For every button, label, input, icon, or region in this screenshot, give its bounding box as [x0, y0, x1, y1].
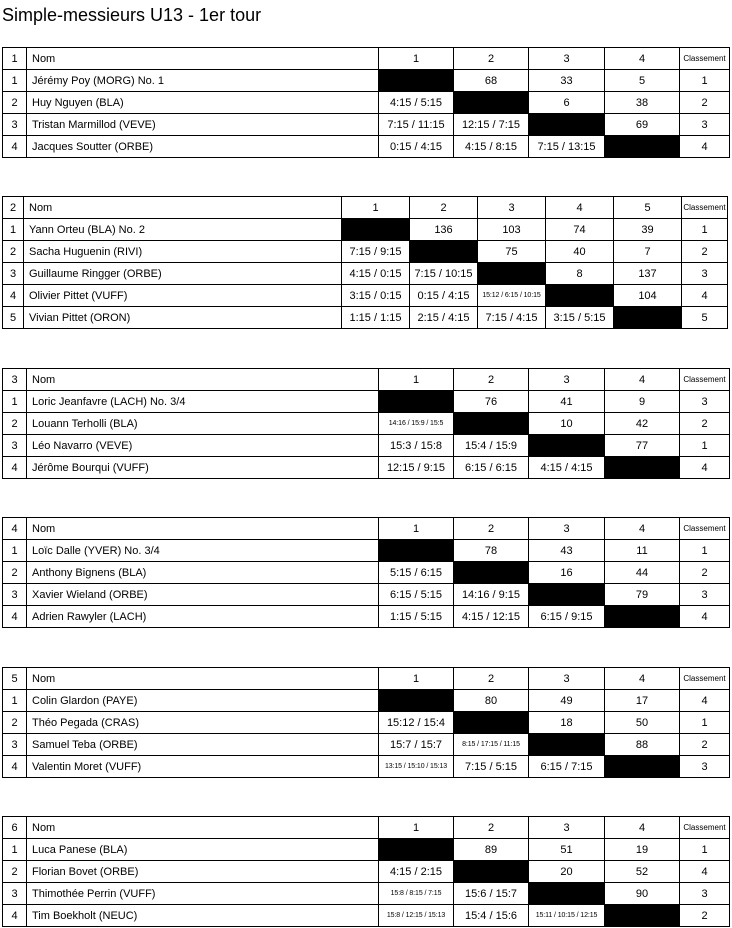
self-match-cell	[478, 263, 546, 285]
match-cell: 7:15 / 11:15	[379, 114, 454, 136]
match-cell: 89	[454, 839, 529, 861]
match-cell: 19	[605, 839, 680, 861]
name-header: Nom	[24, 197, 342, 219]
match-cell: 49	[529, 690, 605, 712]
player-rank: 3	[680, 391, 730, 413]
player-name: Luca Panese (BLA)	[27, 839, 379, 861]
match-cell: 2:15 / 4:15	[410, 307, 478, 329]
self-match-cell	[529, 734, 605, 756]
player-position: 3	[3, 584, 27, 606]
player-position: 3	[3, 263, 24, 285]
match-cell: 9	[605, 391, 680, 413]
match-cell: 6	[529, 92, 605, 114]
player-rank: 4	[680, 606, 730, 628]
match-cell: 11	[605, 540, 680, 562]
column-header: 1	[379, 369, 454, 391]
rank-header: Classement	[680, 48, 730, 70]
match-cell: 103	[478, 219, 546, 241]
match-cell: 52	[605, 861, 680, 883]
match-cell: 68	[454, 70, 529, 92]
self-match-cell	[605, 606, 680, 628]
self-match-cell	[379, 391, 454, 413]
self-match-cell	[529, 435, 605, 457]
group-number: 4	[3, 518, 27, 540]
header-row	[3, 518, 730, 540]
table-row	[3, 219, 728, 241]
match-cell: 15:6 / 15:7	[454, 883, 529, 905]
match-cell: 10	[529, 413, 605, 435]
match-cell: 13:15 / 15:10 / 15:13	[379, 756, 454, 778]
match-cell: 6:15 / 6:15	[454, 457, 529, 479]
match-cell: 4:15 / 2:15	[379, 861, 454, 883]
column-header: 2	[454, 48, 529, 70]
column-header: 4	[605, 369, 680, 391]
table-row	[3, 839, 730, 861]
self-match-cell	[546, 285, 614, 307]
player-name: Loïc Dalle (YVER) No. 3/4	[27, 540, 379, 562]
player-position: 2	[3, 712, 27, 734]
table-row	[3, 562, 730, 584]
player-position: 3	[3, 435, 27, 457]
player-name: Xavier Wieland (ORBE)	[27, 584, 379, 606]
match-cell: 7:15 / 5:15	[454, 756, 529, 778]
player-rank: 4	[680, 861, 730, 883]
table-row	[3, 756, 730, 778]
table-row	[3, 413, 730, 435]
name-header: Nom	[27, 518, 379, 540]
column-header: 4	[605, 668, 680, 690]
player-name: Jérémy Poy (MORG) No. 1	[27, 70, 379, 92]
match-cell: 77	[605, 435, 680, 457]
player-rank: 2	[680, 905, 730, 927]
column-header: 1	[342, 197, 410, 219]
self-match-cell	[454, 861, 529, 883]
match-cell: 6:15 / 5:15	[379, 584, 454, 606]
player-name: Guillaume Ringger (ORBE)	[24, 263, 342, 285]
group-table-1	[2, 47, 730, 158]
self-match-cell	[605, 457, 680, 479]
self-match-cell	[379, 690, 454, 712]
player-rank: 1	[680, 540, 730, 562]
group-table-6	[2, 816, 730, 927]
player-rank: 2	[680, 562, 730, 584]
column-header: 2	[454, 668, 529, 690]
column-header: 2	[454, 817, 529, 839]
rank-header: Classement	[680, 668, 730, 690]
match-cell: 18	[529, 712, 605, 734]
player-rank: 3	[680, 883, 730, 905]
player-rank: 2	[680, 92, 730, 114]
match-cell: 137	[614, 263, 682, 285]
player-position: 3	[3, 734, 27, 756]
match-cell: 15:3 / 15:8	[379, 435, 454, 457]
match-cell: 1:15 / 5:15	[379, 606, 454, 628]
match-cell: 8:15 / 17:15 / 11:15	[454, 734, 529, 756]
table-row	[3, 391, 730, 413]
player-name: Valentin Moret (VUFF)	[27, 756, 379, 778]
match-cell: 3:15 / 5:15	[546, 307, 614, 329]
player-name: Jacques Soutter (ORBE)	[27, 136, 379, 158]
table-row	[3, 883, 730, 905]
self-match-cell	[454, 562, 529, 584]
player-rank: 1	[680, 70, 730, 92]
player-name: Florian Bovet (ORBE)	[27, 861, 379, 883]
group-number: 3	[3, 369, 27, 391]
match-cell: 7	[614, 241, 682, 263]
header-row	[3, 817, 730, 839]
match-cell: 90	[605, 883, 680, 905]
player-rank: 1	[680, 712, 730, 734]
player-position: 5	[3, 307, 24, 329]
match-cell: 5:15 / 6:15	[379, 562, 454, 584]
self-match-cell	[379, 70, 454, 92]
self-match-cell	[410, 241, 478, 263]
player-rank: 2	[682, 241, 728, 263]
match-cell: 15:12 / 15:4	[379, 712, 454, 734]
player-rank: 3	[680, 114, 730, 136]
player-position: 4	[3, 285, 24, 307]
group-number: 6	[3, 817, 27, 839]
player-name: Théo Pegada (CRAS)	[27, 712, 379, 734]
match-cell: 7:15 / 10:15	[410, 263, 478, 285]
player-name: Loric Jeanfavre (LACH) No. 3/4	[27, 391, 379, 413]
match-cell: 5	[605, 70, 680, 92]
self-match-cell	[454, 413, 529, 435]
player-name: Louann Terholli (BLA)	[27, 413, 379, 435]
match-cell: 41	[529, 391, 605, 413]
name-header: Nom	[27, 369, 379, 391]
name-header: Nom	[27, 48, 379, 70]
player-position: 2	[3, 562, 27, 584]
match-cell: 79	[605, 584, 680, 606]
match-cell: 12:15 / 9:15	[379, 457, 454, 479]
self-match-cell	[454, 92, 529, 114]
player-rank: 2	[680, 413, 730, 435]
column-header: 1	[379, 817, 454, 839]
self-match-cell	[529, 584, 605, 606]
player-rank: 1	[682, 219, 728, 241]
player-position: 1	[3, 540, 27, 562]
player-name: Anthony Bignens (BLA)	[27, 562, 379, 584]
match-cell: 75	[478, 241, 546, 263]
player-position: 1	[3, 219, 24, 241]
player-rank: 2	[680, 734, 730, 756]
match-cell: 15:4 / 15:6	[454, 905, 529, 927]
rank-header: Classement	[680, 369, 730, 391]
player-name: Adrien Rawyler (LACH)	[27, 606, 379, 628]
player-rank: 4	[680, 457, 730, 479]
name-header: Nom	[27, 817, 379, 839]
rank-header: Classement	[682, 197, 728, 219]
table-row	[3, 734, 730, 756]
match-cell: 88	[605, 734, 680, 756]
player-rank: 1	[680, 435, 730, 457]
match-cell: 15:8 / 12:15 / 15:13	[379, 905, 454, 927]
match-cell: 0:15 / 4:15	[410, 285, 478, 307]
rank-header: Classement	[680, 518, 730, 540]
page-title: Simple-messieurs U13 - 1er tour	[2, 5, 262, 25]
group-table-5	[2, 667, 730, 778]
player-position: 1	[3, 839, 27, 861]
player-rank: 3	[680, 584, 730, 606]
column-header: 5	[614, 197, 682, 219]
match-cell: 40	[546, 241, 614, 263]
player-position: 4	[3, 457, 27, 479]
column-header: 4	[546, 197, 614, 219]
player-position: 4	[3, 606, 27, 628]
group-number: 2	[3, 197, 24, 219]
player-position: 1	[3, 690, 27, 712]
player-name: Tristan Marmillod (VEVE)	[27, 114, 379, 136]
match-cell: 7:15 / 13:15	[529, 136, 605, 158]
column-header: 3	[529, 369, 605, 391]
match-cell: 7:15 / 9:15	[342, 241, 410, 263]
group-table-4	[2, 517, 730, 628]
player-position: 4	[3, 136, 27, 158]
header-row	[3, 369, 730, 391]
table-row	[3, 457, 730, 479]
table-row	[3, 307, 728, 329]
match-cell: 74	[546, 219, 614, 241]
match-cell: 0:15 / 4:15	[379, 136, 454, 158]
player-position: 2	[3, 413, 27, 435]
group-table-3	[2, 368, 730, 479]
player-position: 2	[3, 92, 27, 114]
match-cell: 39	[614, 219, 682, 241]
header-row	[3, 197, 728, 219]
player-name: Thimothée Perrin (VUFF)	[27, 883, 379, 905]
table-row	[3, 70, 730, 92]
table-row	[3, 285, 728, 307]
column-header: 3	[529, 518, 605, 540]
player-rank: 4	[680, 136, 730, 158]
column-header: 2	[410, 197, 478, 219]
player-rank: 4	[680, 690, 730, 712]
match-cell: 17	[605, 690, 680, 712]
player-rank: 3	[680, 756, 730, 778]
self-match-cell	[605, 756, 680, 778]
player-position: 3	[3, 883, 27, 905]
match-cell: 16	[529, 562, 605, 584]
match-cell: 6:15 / 9:15	[529, 606, 605, 628]
match-cell: 4:15 / 12:15	[454, 606, 529, 628]
player-name: Samuel Teba (ORBE)	[27, 734, 379, 756]
player-name: Olivier Pittet (VUFF)	[24, 285, 342, 307]
player-name: Vivian Pittet (ORON)	[24, 307, 342, 329]
player-position: 1	[3, 70, 27, 92]
group-number: 1	[3, 48, 27, 70]
header-row	[3, 668, 730, 690]
column-header: 2	[454, 518, 529, 540]
match-cell: 14:16 / 9:15	[454, 584, 529, 606]
match-cell: 6:15 / 7:15	[529, 756, 605, 778]
player-position: 2	[3, 861, 27, 883]
match-cell: 44	[605, 562, 680, 584]
table-row	[3, 690, 730, 712]
match-cell: 76	[454, 391, 529, 413]
match-cell: 1:15 / 1:15	[342, 307, 410, 329]
match-cell: 15:12 / 6:15 / 10:15	[478, 285, 546, 307]
match-cell: 12:15 / 7:15	[454, 114, 529, 136]
player-position: 3	[3, 114, 27, 136]
table-row	[3, 861, 730, 883]
match-cell: 4:15 / 0:15	[342, 263, 410, 285]
player-name: Colin Glardon (PAYE)	[27, 690, 379, 712]
self-match-cell	[342, 219, 410, 241]
match-cell: 80	[454, 690, 529, 712]
rank-header: Classement	[680, 817, 730, 839]
column-header: 4	[605, 817, 680, 839]
self-match-cell	[529, 883, 605, 905]
column-header: 2	[454, 369, 529, 391]
match-cell: 8	[546, 263, 614, 285]
match-cell: 104	[614, 285, 682, 307]
table-row	[3, 114, 730, 136]
player-rank: 3	[682, 263, 728, 285]
table-row	[3, 435, 730, 457]
match-cell: 20	[529, 861, 605, 883]
match-cell: 15:7 / 15:7	[379, 734, 454, 756]
self-match-cell	[529, 114, 605, 136]
match-cell: 51	[529, 839, 605, 861]
self-match-cell	[614, 307, 682, 329]
column-header: 1	[379, 668, 454, 690]
match-cell: 7:15 / 4:15	[478, 307, 546, 329]
player-position: 1	[3, 391, 27, 413]
table-row	[3, 905, 730, 927]
player-name: Huy Nguyen (BLA)	[27, 92, 379, 114]
match-cell: 14:16 / 15:9 / 15:5	[379, 413, 454, 435]
player-name: Léo Navarro (VEVE)	[27, 435, 379, 457]
table-row	[3, 606, 730, 628]
match-cell: 4:15 / 8:15	[454, 136, 529, 158]
column-header: 4	[605, 518, 680, 540]
table-row	[3, 241, 728, 263]
match-cell: 3:15 / 0:15	[342, 285, 410, 307]
player-name: Tim Boekholt (NEUC)	[27, 905, 379, 927]
player-rank: 1	[680, 839, 730, 861]
player-name: Jérôme Bourqui (VUFF)	[27, 457, 379, 479]
match-cell: 50	[605, 712, 680, 734]
match-cell: 78	[454, 540, 529, 562]
table-row	[3, 136, 730, 158]
match-cell: 15:11 / 10:15 / 12:15	[529, 905, 605, 927]
match-cell: 4:15 / 5:15	[379, 92, 454, 114]
table-row	[3, 92, 730, 114]
group-table-2	[2, 196, 728, 329]
self-match-cell	[605, 905, 680, 927]
player-position: 4	[3, 756, 27, 778]
match-cell: 15:8 / 8:15 / 7:15	[379, 883, 454, 905]
match-cell: 69	[605, 114, 680, 136]
column-header: 1	[379, 48, 454, 70]
match-cell: 33	[529, 70, 605, 92]
column-header: 4	[605, 48, 680, 70]
column-header: 3	[529, 48, 605, 70]
player-position: 2	[3, 241, 24, 263]
table-row	[3, 540, 730, 562]
self-match-cell	[454, 712, 529, 734]
column-header: 1	[379, 518, 454, 540]
match-cell: 43	[529, 540, 605, 562]
match-cell: 15:4 / 15:9	[454, 435, 529, 457]
match-cell: 42	[605, 413, 680, 435]
self-match-cell	[379, 839, 454, 861]
self-match-cell	[379, 540, 454, 562]
table-row	[3, 263, 728, 285]
self-match-cell	[605, 136, 680, 158]
match-cell: 38	[605, 92, 680, 114]
player-name: Sacha Huguenin (RIVI)	[24, 241, 342, 263]
name-header: Nom	[27, 668, 379, 690]
player-rank: 5	[682, 307, 728, 329]
player-name: Yann Orteu (BLA) No. 2	[24, 219, 342, 241]
column-header: 3	[529, 817, 605, 839]
match-cell: 136	[410, 219, 478, 241]
column-header: 3	[478, 197, 546, 219]
player-position: 4	[3, 905, 27, 927]
header-row	[3, 48, 730, 70]
player-rank: 4	[682, 285, 728, 307]
column-header: 3	[529, 668, 605, 690]
table-row	[3, 712, 730, 734]
group-number: 5	[3, 668, 27, 690]
match-cell: 4:15 / 4:15	[529, 457, 605, 479]
table-row	[3, 584, 730, 606]
